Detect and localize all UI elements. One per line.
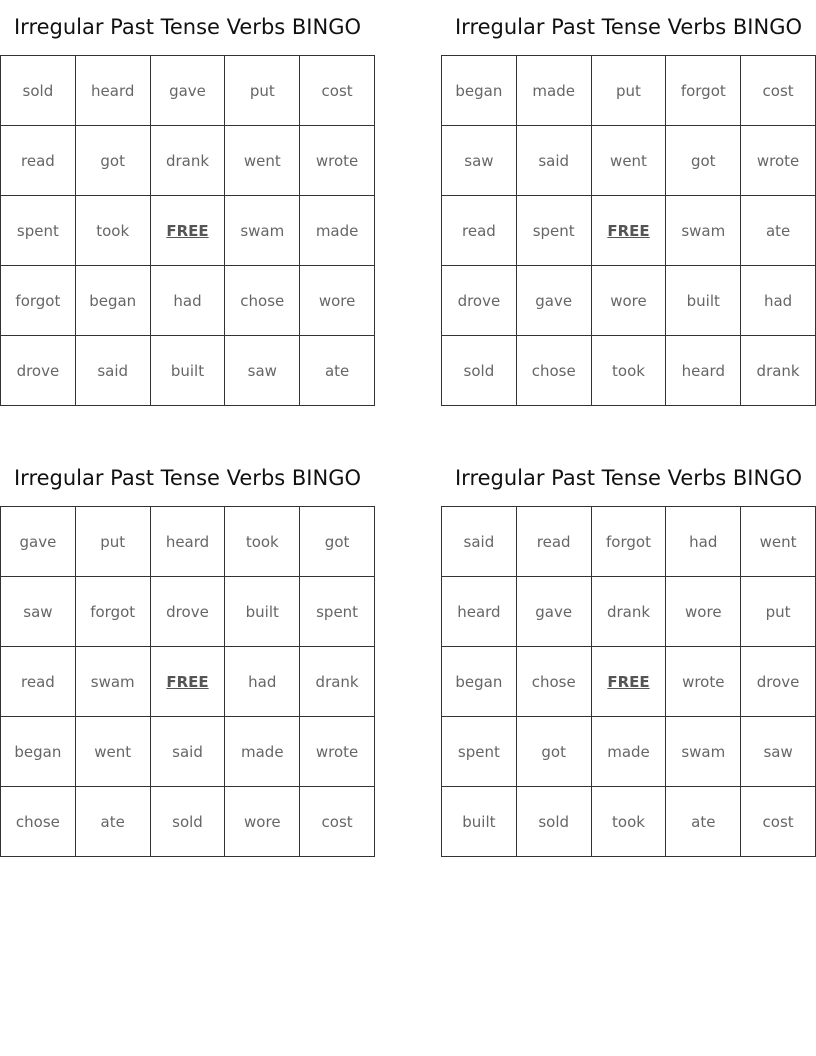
- bingo-cell: put: [741, 577, 816, 647]
- bingo-cell: ate: [741, 196, 816, 266]
- bingo-cell: went: [76, 717, 151, 787]
- bingo-cell: spent: [300, 577, 375, 647]
- bingo-cell: read: [1, 126, 76, 196]
- free-space-cell: FREE: [592, 647, 667, 717]
- bingo-cell: had: [741, 266, 816, 336]
- free-space-cell: FREE: [592, 196, 667, 266]
- bingo-cell: heard: [666, 336, 741, 406]
- card-title: Irregular Past Tense Verbs BINGO: [454, 15, 802, 39]
- bingo-cell: spent: [517, 196, 592, 266]
- bingo-cell: swam: [225, 196, 300, 266]
- free-space-cell: FREE: [151, 647, 226, 717]
- bingo-cell: chose: [517, 647, 592, 717]
- bingo-cell: got: [666, 126, 741, 196]
- card-title: Irregular Past Tense Verbs BINGO: [454, 466, 802, 490]
- bingo-cell: swam: [666, 717, 741, 787]
- bingo-cell: made: [517, 56, 592, 126]
- bingo-cell: forgot: [1, 266, 76, 336]
- bingo-cell: got: [517, 717, 592, 787]
- bingo-cell: saw: [1, 577, 76, 647]
- bingo-cell: wore: [300, 266, 375, 336]
- bingo-cell: put: [592, 56, 667, 126]
- bingo-cell: put: [225, 56, 300, 126]
- bingo-card-4: [441, 451, 816, 857]
- bingo-cell: built: [225, 577, 300, 647]
- bingo-cell: said: [442, 507, 517, 577]
- bingo-cell: put: [76, 507, 151, 577]
- bingo-cell: chose: [517, 336, 592, 406]
- bingo-cell: read: [517, 507, 592, 577]
- bingo-cell: got: [76, 126, 151, 196]
- bingo-cell: ate: [666, 787, 741, 857]
- bingo-cell: cost: [741, 56, 816, 126]
- bingo-cell: took: [76, 196, 151, 266]
- bingo-cell: heard: [151, 507, 226, 577]
- bingo-cell: took: [592, 336, 667, 406]
- bingo-cell: took: [592, 787, 667, 857]
- bingo-cell: saw: [741, 717, 816, 787]
- bingo-cell: began: [442, 56, 517, 126]
- bingo-cell: cost: [300, 56, 375, 126]
- bingo-cell: ate: [76, 787, 151, 857]
- bingo-cell: made: [225, 717, 300, 787]
- bingo-cell: took: [225, 507, 300, 577]
- bingo-cell: had: [225, 647, 300, 717]
- bingo-grid: [0, 506, 375, 857]
- card-title: Irregular Past Tense Verbs BINGO: [13, 15, 361, 39]
- bingo-card-1: [0, 0, 375, 406]
- bingo-cell: wore: [592, 266, 667, 336]
- bingo-cell: made: [592, 717, 667, 787]
- bingo-cell: began: [76, 266, 151, 336]
- bingo-cell: said: [76, 336, 151, 406]
- bingo-cell: began: [1, 717, 76, 787]
- bingo-cell: drank: [151, 126, 226, 196]
- bingo-cell: built: [151, 336, 226, 406]
- bingo-cell: gave: [151, 56, 226, 126]
- bingo-cell: chose: [1, 787, 76, 857]
- bingo-cell: spent: [1, 196, 76, 266]
- bingo-cell: sold: [1, 56, 76, 126]
- bingo-cell: went: [225, 126, 300, 196]
- bingo-cell: read: [1, 647, 76, 717]
- free-space-cell: FREE: [151, 196, 226, 266]
- bingo-card-3: [0, 451, 375, 857]
- bingo-cell: sold: [151, 787, 226, 857]
- bingo-cell: built: [442, 787, 517, 857]
- bingo-cell: wrote: [300, 126, 375, 196]
- bingo-cell: gave: [1, 507, 76, 577]
- bingo-cell: drove: [741, 647, 816, 717]
- card-title: Irregular Past Tense Verbs BINGO: [13, 466, 361, 490]
- bingo-cell: heard: [442, 577, 517, 647]
- bingo-cell: drove: [442, 266, 517, 336]
- bingo-grid: [441, 55, 816, 406]
- bingo-cell: saw: [225, 336, 300, 406]
- bingo-cell: drank: [300, 647, 375, 717]
- bingo-cell: heard: [76, 56, 151, 126]
- bingo-cell: drank: [741, 336, 816, 406]
- bingo-cell: drank: [592, 577, 667, 647]
- bingo-cell: gave: [517, 577, 592, 647]
- bingo-cell: wore: [666, 577, 741, 647]
- bingo-cell: wrote: [666, 647, 741, 717]
- bingo-cell: had: [666, 507, 741, 577]
- bingo-cell: began: [442, 647, 517, 717]
- bingo-cell: read: [442, 196, 517, 266]
- bingo-cell: said: [151, 717, 226, 787]
- bingo-cell: swam: [76, 647, 151, 717]
- bingo-cell: got: [300, 507, 375, 577]
- bingo-grid: [0, 55, 375, 406]
- bingo-cell: cost: [741, 787, 816, 857]
- bingo-cell: forgot: [592, 507, 667, 577]
- bingo-cell: wrote: [741, 126, 816, 196]
- bingo-cell: cost: [300, 787, 375, 857]
- bingo-cell: built: [666, 266, 741, 336]
- bingo-cell: wore: [225, 787, 300, 857]
- bingo-cell: went: [741, 507, 816, 577]
- bingo-cell: spent: [442, 717, 517, 787]
- bingo-cell: drove: [151, 577, 226, 647]
- bingo-cell: sold: [517, 787, 592, 857]
- bingo-cell: ate: [300, 336, 375, 406]
- bingo-cell: went: [592, 126, 667, 196]
- bingo-cell: gave: [517, 266, 592, 336]
- bingo-card-2: [441, 0, 816, 406]
- bingo-cell: drove: [1, 336, 76, 406]
- bingo-cell: forgot: [76, 577, 151, 647]
- bingo-cell: made: [300, 196, 375, 266]
- bingo-cell: had: [151, 266, 226, 336]
- bingo-cell: wrote: [300, 717, 375, 787]
- bingo-cell: saw: [442, 126, 517, 196]
- bingo-cell: forgot: [666, 56, 741, 126]
- bingo-cell: sold: [442, 336, 517, 406]
- bingo-cell: chose: [225, 266, 300, 336]
- bingo-grid: [441, 506, 816, 857]
- bingo-cell: said: [517, 126, 592, 196]
- bingo-cell: swam: [666, 196, 741, 266]
